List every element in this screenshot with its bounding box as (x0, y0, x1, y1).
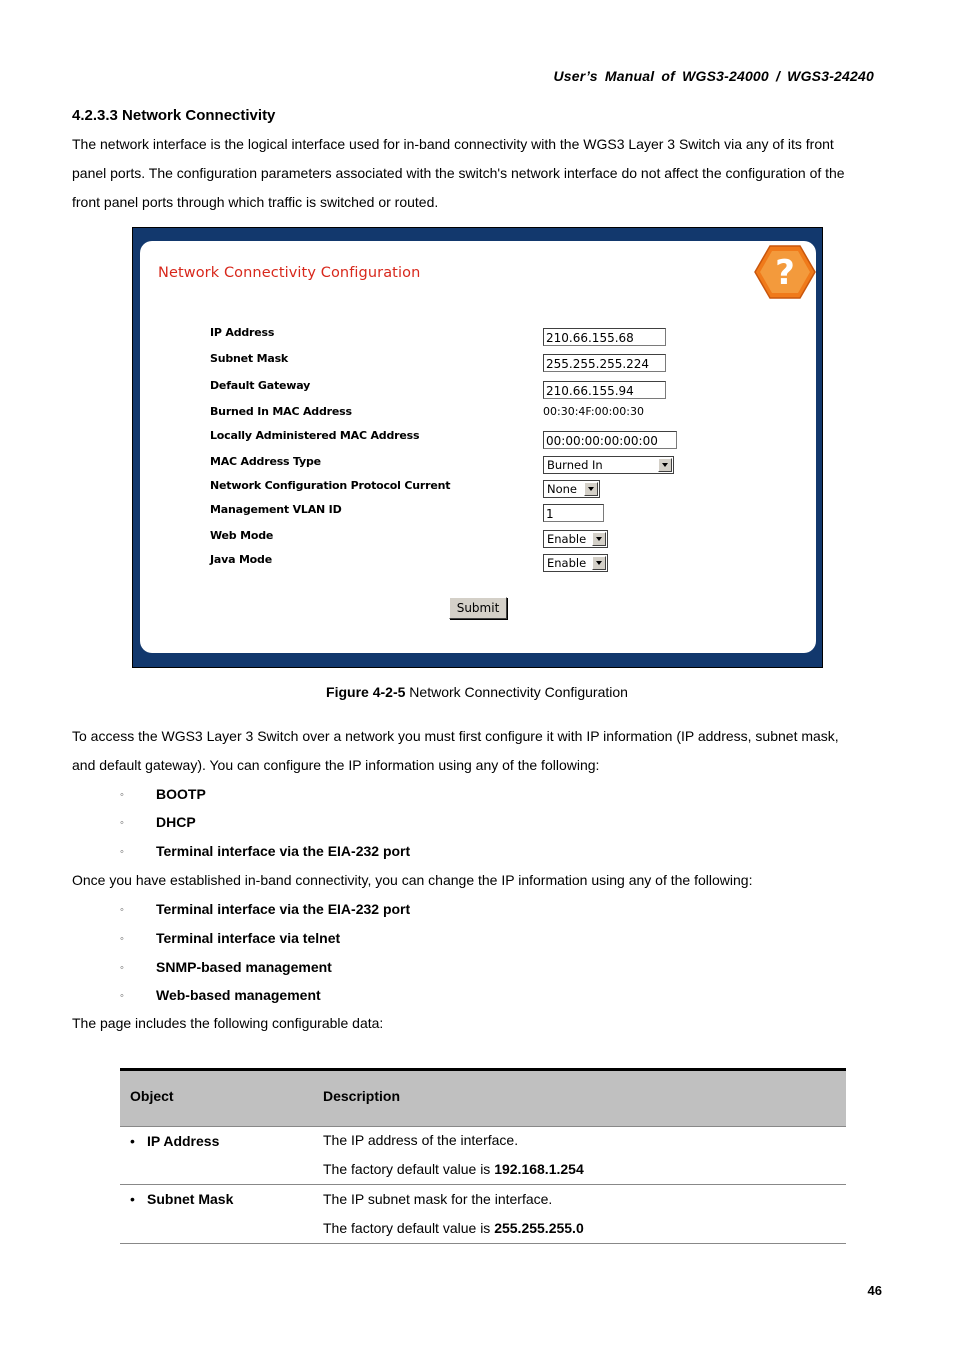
subnet-mask-input[interactable]: 255.255.255.224 (543, 354, 666, 372)
ip-address-label: IP Address (210, 326, 275, 339)
bullet-symbol: ◦ (120, 846, 124, 858)
default-prefix: The factory default value is (323, 1220, 495, 1236)
chevron-down-icon[interactable] (592, 532, 606, 546)
svg-text:?: ? (775, 253, 795, 293)
default-value: 255.255.255.0 (494, 1220, 584, 1236)
default-gateway-input[interactable]: 210.66.155.94 (543, 381, 666, 399)
panel-title: Network Connectivity Configuration (158, 265, 421, 281)
table-intro: The page includes the following configurable data: (72, 1015, 384, 1031)
inband-line: Once you have established in-band connectivity, you can change the IP information using any of the following: (72, 872, 753, 888)
table-cell-default (323, 1161, 584, 1177)
table-cell-object: IP Address (147, 1133, 220, 1149)
config-panel (140, 241, 816, 653)
table-cell-object: Subnet Mask (147, 1191, 234, 1207)
protocol-value: None (547, 482, 578, 496)
table-header (120, 1071, 846, 1127)
figure-label: Figure 4-2-5 (326, 684, 406, 700)
java-mode-label: Java Mode (210, 553, 272, 566)
java-mode-select[interactable] (543, 554, 608, 572)
subnet-mask-label: Subnet Mask (210, 352, 289, 365)
default-prefix: The factory default value is (323, 1161, 495, 1177)
burned-mac-label: Burned In MAC Address (210, 405, 352, 418)
bullet-symbol: ◦ (120, 789, 124, 801)
access-paragraph (72, 722, 882, 780)
bullet-symbol: ◦ (120, 904, 124, 916)
local-mac-label: Locally Administered MAC Address (210, 429, 420, 442)
bullet-symbol: ◦ (120, 817, 124, 829)
row-divider (120, 1243, 846, 1244)
mac-type-value: Burned In (547, 458, 603, 472)
section-title: 4.2.3.3 Network Connectivity (72, 107, 276, 124)
ip-address-input[interactable]: 210.66.155.68 (543, 328, 666, 346)
row-bullet: • (130, 1191, 135, 1207)
row-divider (120, 1184, 846, 1185)
vlan-label: Management VLAN ID (210, 503, 342, 516)
access-line: and default gateway). You can configure the IP information using any of the following: (72, 757, 600, 773)
web-mode-select[interactable] (543, 530, 608, 548)
web-mode-label: Web Mode (210, 529, 274, 542)
chevron-down-icon[interactable] (584, 482, 598, 496)
default-value: 192.168.1.254 (494, 1161, 584, 1177)
bullet-symbol: ◦ (120, 990, 124, 1002)
list-item: Terminal interface via the EIA-232 port (156, 901, 411, 917)
chevron-down-icon[interactable] (592, 556, 606, 570)
submit-button[interactable]: Submit (449, 597, 507, 619)
table-cell-desc: The IP address of the interface. (323, 1132, 519, 1148)
list-item: DHCP (156, 814, 196, 830)
access-line: To access the WGS3 Layer 3 Switch over a network you must first configure it with IP information (IP address, subnet mask, (72, 728, 839, 744)
chevron-down-icon[interactable] (658, 458, 672, 472)
vlan-input[interactable]: 1 (543, 504, 604, 522)
list-item: Terminal interface via the EIA-232 port (156, 843, 411, 859)
burned-mac-value: 00:30:4F:00:00:30 (543, 405, 644, 418)
column-header: Object (130, 1088, 174, 1104)
question-icon[interactable] (754, 244, 816, 300)
mac-type-select[interactable] (543, 456, 674, 474)
protocol-label: Network Configuration Protocol Current (210, 479, 451, 492)
list-item: Web-based management (156, 987, 321, 1003)
list-item: BOOTP (156, 786, 206, 802)
bullet-symbol: ◦ (120, 962, 124, 974)
intro-line: front panel ports through which traffic is switched or routed. (72, 194, 439, 210)
protocol-select[interactable] (543, 480, 600, 498)
intro-line: panel ports. The configuration parameters associated with the switch's network interface do not affect the configuration of the (72, 165, 845, 181)
table-cell-desc: The IP subnet mask for the interface. (323, 1191, 553, 1207)
column-header: Description (323, 1088, 401, 1104)
java-mode-value: Enable (547, 556, 587, 570)
list-item: SNMP-based management (156, 959, 332, 975)
default-gateway-label: Default Gateway (210, 379, 311, 392)
local-mac-input[interactable]: 00:00:00:00:00:00 (543, 431, 677, 449)
intro-line: The network interface is the logical interface used for in-band connectivity with the WGS3 Layer 3 Switch via any of its front (72, 136, 834, 152)
mac-type-label: MAC Address Type (210, 455, 321, 468)
list-item: Terminal interface via telnet (156, 930, 341, 946)
intro-paragraph (72, 130, 882, 217)
table-cell-default (323, 1220, 584, 1236)
page-number: 46 (867, 1283, 882, 1298)
row-bullet: • (130, 1133, 135, 1149)
bullet-symbol: ◦ (120, 933, 124, 945)
web-mode-value: Enable (547, 532, 587, 546)
figure-caption (0, 684, 954, 700)
figure-caption-text: Network Connectivity Configuration (409, 684, 628, 700)
manual-header: User’s Manual of WGS3-24000 / WGS3-24240 (553, 68, 874, 84)
